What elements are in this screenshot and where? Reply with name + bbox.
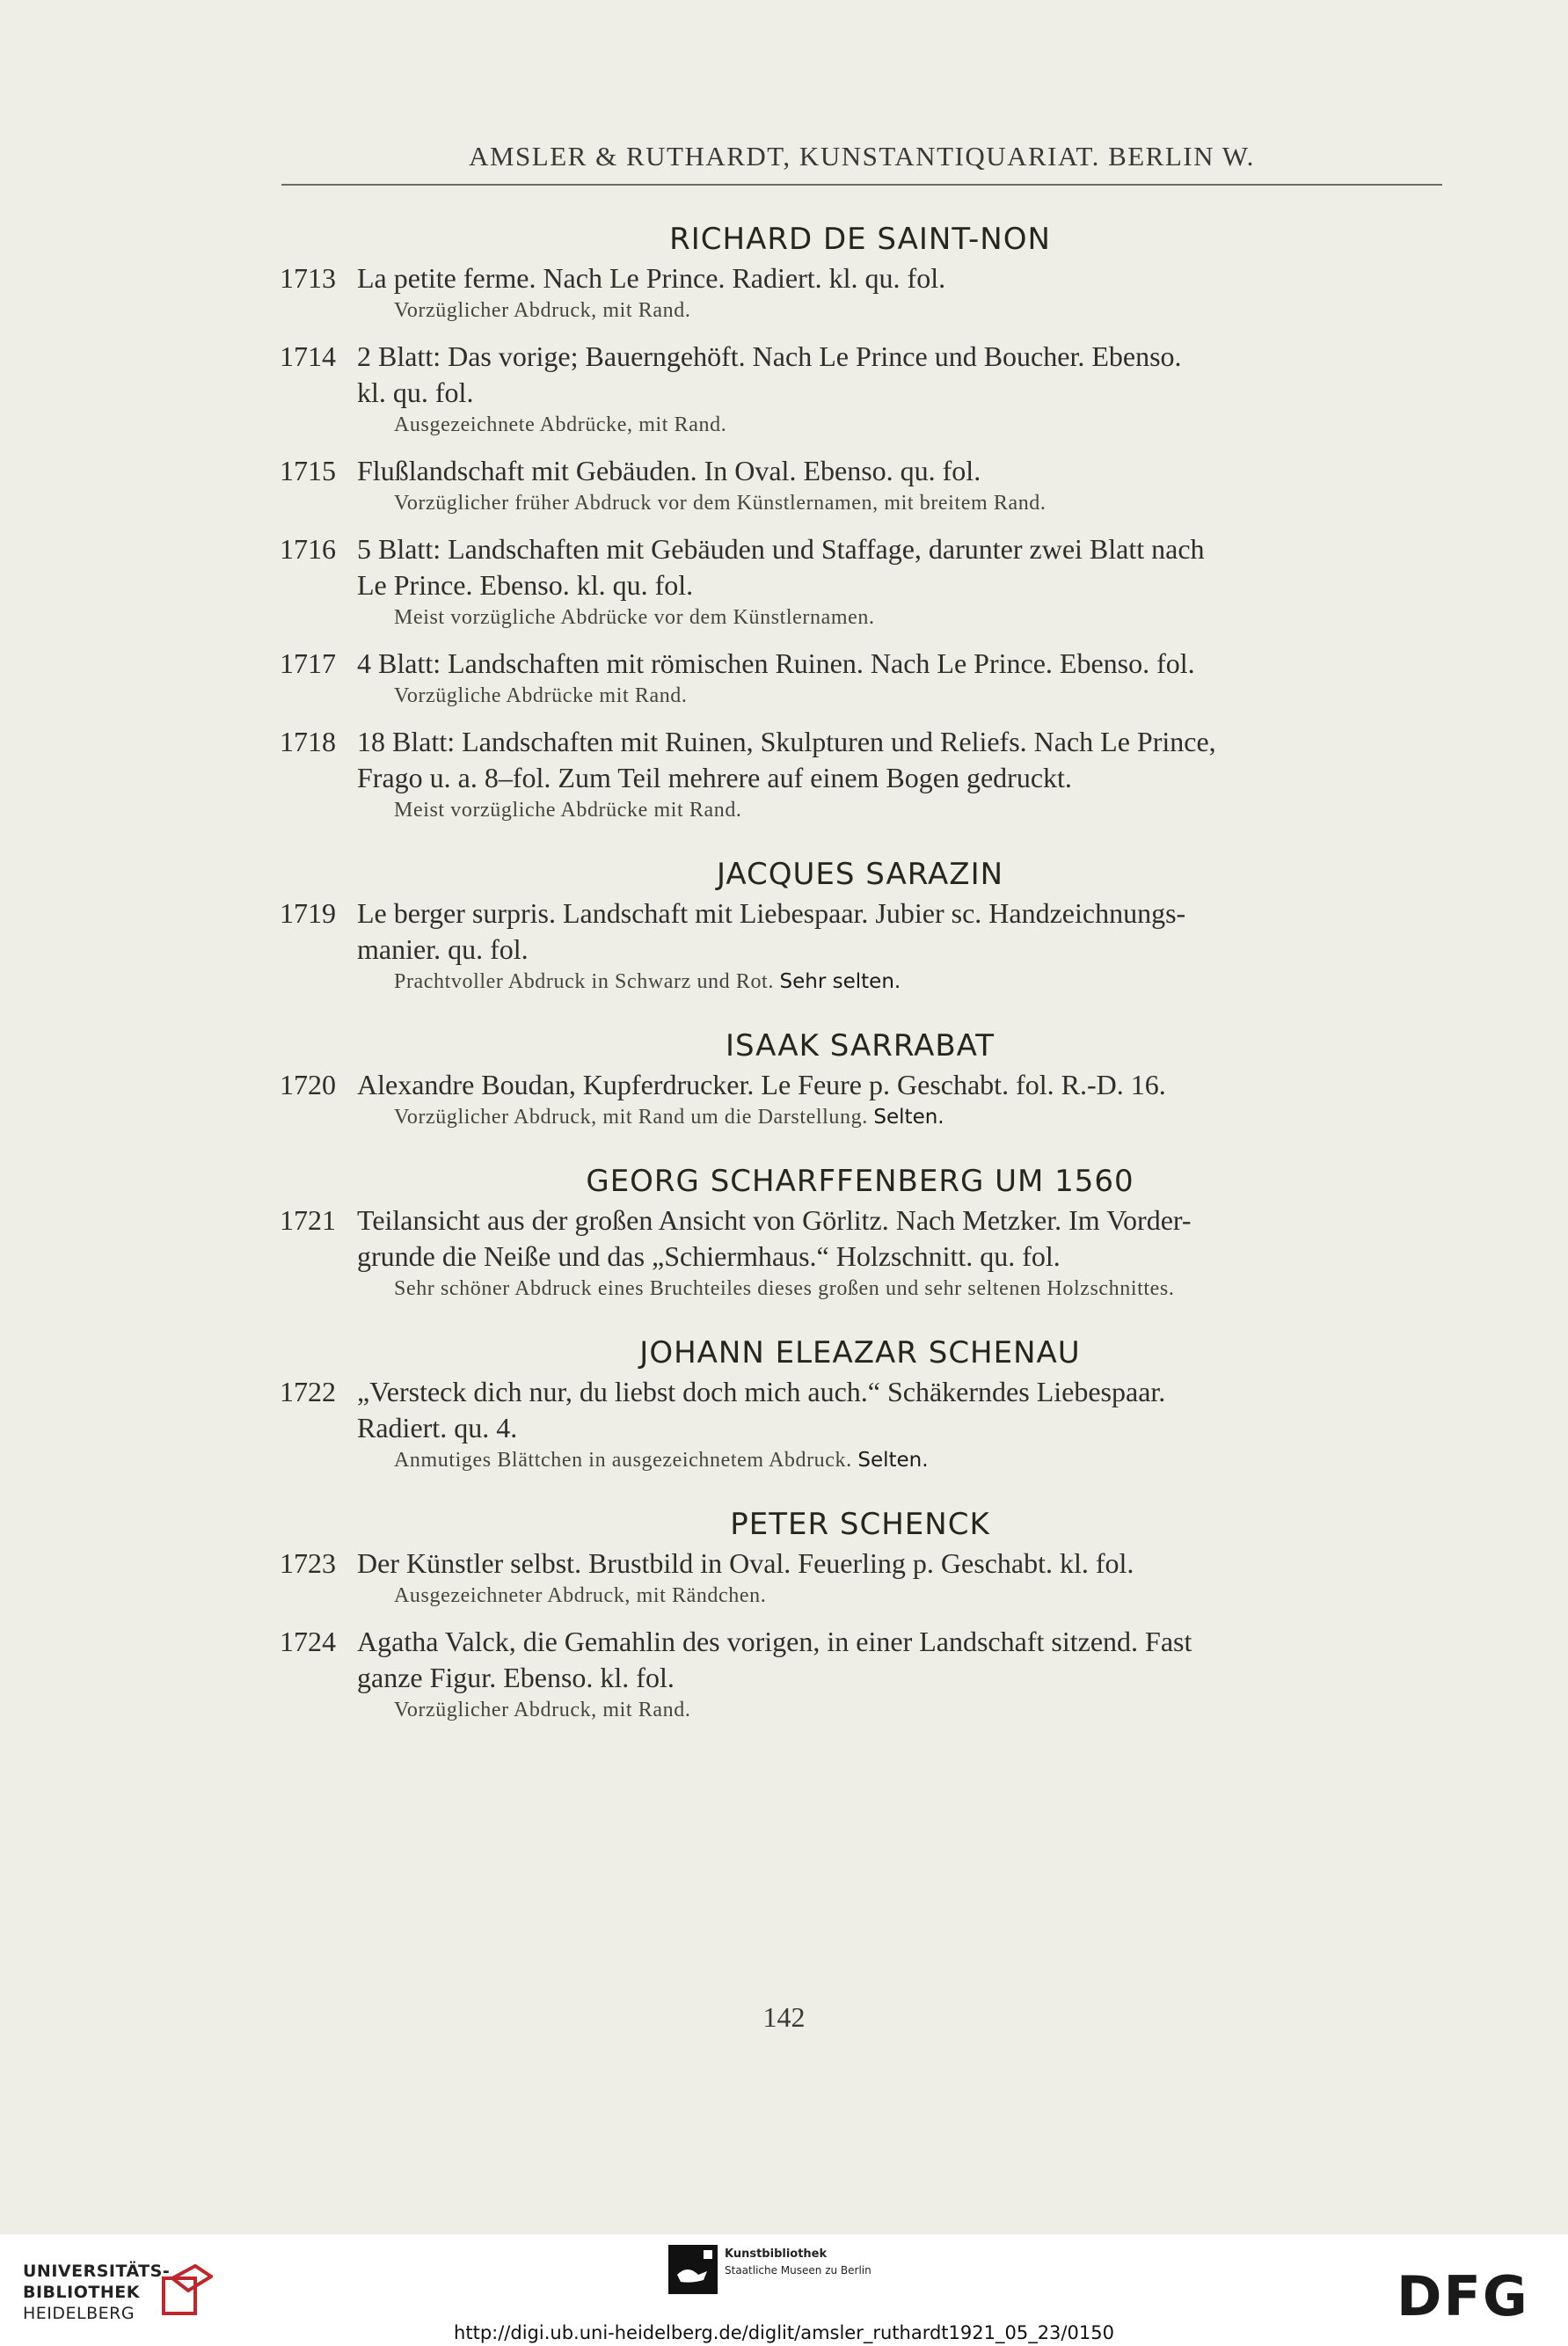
rarity-note: Selten. (857, 1449, 929, 1472)
header-rule (281, 184, 1442, 186)
entry-first-line (280, 895, 1440, 932)
entry-continuation-line (280, 1410, 1440, 1446)
entry-continuation-line (280, 760, 1440, 796)
artist-heading: ISAAK SARRABAT (725, 1028, 995, 1063)
catalog-entry (280, 1374, 1440, 1475)
entry-first-line (280, 1546, 1440, 1582)
library-line-1: UNIVERSITÄTS- (23, 2262, 171, 2281)
condition-note-text: Ausgezeichnete Abdrücke, mit Rand. (394, 413, 727, 436)
artist-heading: PETER SCHENCK (730, 1507, 990, 1542)
entry-first-line (280, 646, 1440, 682)
entry-number: 1722 (280, 1376, 336, 1407)
permalink-url[interactable]: http://digi.ub.uni-heidelberg.de/diglit/amsler_ruthardt1921_05_23/0150 (454, 2322, 1114, 2343)
rarity-note: Selten. (873, 1106, 944, 1129)
entry-first-line (280, 339, 1440, 375)
entry-number: 1720 (280, 1069, 336, 1100)
artist-heading: RICHARD DE SAINT-NON (669, 222, 1051, 257)
university-library-logo[interactable] (23, 2261, 170, 2324)
condition-note (280, 603, 1440, 632)
entry-continuation-text: manier. qu. fol. (357, 933, 529, 965)
condition-note (280, 682, 1440, 711)
entry-continuation-line (280, 1239, 1440, 1275)
entry-title-text: Alexandre Boudan, Kupferdrucker. Le Feure p. Geschabt. fol. R.-D. 16. (357, 1069, 1166, 1100)
entry-continuation-line (280, 567, 1440, 603)
entry-continuation-text: Frago u. a. 8–fol. Zum Teil mehrere auf einem Bogen gedruckt. (357, 762, 1072, 793)
entry-first-line (280, 1202, 1440, 1239)
entry-number: 1714 (280, 340, 336, 372)
condition-note (280, 1103, 1440, 1132)
entry-first-line (280, 453, 1440, 489)
condition-note (280, 489, 1440, 518)
library-line-3: HEIDELBERG (23, 2304, 135, 2323)
entry-number: 1713 (280, 262, 336, 294)
entry-continuation-text: grunde die Neiße und das „Schiermhaus.“ Holzschnitt. qu. fol. (357, 1240, 1061, 1272)
condition-note-text: Vorzüglicher Abdruck, mit Rand um die Darstellung. (394, 1106, 868, 1129)
entry-number: 1716 (280, 533, 336, 565)
entry-number: 1718 (280, 726, 336, 757)
kb-title: Kunstbibliothek (725, 2247, 828, 2261)
entry-first-line (280, 531, 1440, 567)
page-number: 142 (762, 2001, 806, 2033)
catalog-entry (280, 1202, 1440, 1304)
condition-note (280, 968, 1440, 997)
kunstbibliothek-emblem-icon (668, 2245, 718, 2294)
entry-number: 1723 (280, 1547, 336, 1579)
rarity-note: Sehr selten. (779, 970, 901, 993)
condition-note (280, 796, 1440, 825)
condition-note-text: Vorzüglicher früher Abdruck vor dem Künstlernamen, mit breitem Rand. (394, 492, 1047, 515)
catalog-entry (280, 1546, 1440, 1611)
kb-subtitle: Staatliche Museen zu Berlin (725, 2264, 872, 2277)
entry-title-text: Flußlandschaft mit Gebäuden. In Oval. Ebenso. qu. fol. (357, 455, 981, 486)
catalog-entry (280, 1067, 1440, 1132)
catalog-entry (280, 1624, 1440, 1725)
entry-continuation-line (280, 1660, 1440, 1696)
library-line-2: BIBLIOTHEK (23, 2283, 140, 2302)
entry-title-text: 18 Blatt: Landschaften mit Ruinen, Skulpturen und Reliefs. Nach Le Prince, (357, 726, 1216, 757)
running-head: AMSLER & RUTHARDT, KUNSTANTIQUARIAT. BERLIN W. (469, 141, 1255, 172)
dfg-logo[interactable]: DFG (1397, 2264, 1529, 2328)
catalog-entry (280, 646, 1440, 711)
artist-heading: JACQUES SARAZIN (716, 857, 1004, 892)
entry-title-text: Agatha Valck, die Gemahlin des vorigen, in einer Landschaft sitzend. Fast (357, 1626, 1192, 1657)
condition-note (280, 1582, 1440, 1611)
condition-note (280, 411, 1440, 440)
entry-number: 1715 (280, 455, 336, 486)
condition-note-text: Ausgezeichneter Abdruck, mit Rändchen. (394, 1584, 767, 1607)
entry-number: 1721 (280, 1204, 336, 1236)
entry-title-text: Teilansicht aus der großen Ansicht von Görlitz. Nach Metzker. Im Vorder- (357, 1204, 1192, 1236)
condition-note-text: Sehr schöner Abdruck eines Bruchteiles dieses großen und sehr seltenen Holzschnittes. (394, 1277, 1175, 1300)
catalog-entry (280, 453, 1440, 518)
condition-note (280, 1275, 1440, 1304)
catalog-content (280, 220, 1440, 1725)
catalog-entry (280, 531, 1440, 632)
condition-note-text: Vorzüglicher Abdruck, mit Rand. (394, 1699, 691, 1721)
condition-note-text: Vorzügliche Abdrücke mit Rand. (394, 684, 688, 707)
kunstbibliothek-text (725, 2247, 872, 2278)
entry-first-line (280, 1624, 1440, 1660)
entry-continuation-text: kl. qu. fol. (357, 376, 474, 408)
entry-number: 1724 (280, 1626, 336, 1657)
entry-number: 1719 (280, 897, 336, 929)
entry-continuation-line (280, 375, 1440, 411)
condition-note (280, 1696, 1440, 1725)
entry-title-text: „Versteck dich nur, du liebst doch mich auch.“ Schäkerndes Liebespaar. (357, 1376, 1166, 1407)
entry-continuation-text: Le Prince. Ebenso. kl. qu. fol. (357, 569, 694, 601)
entry-first-line (280, 1374, 1440, 1410)
condition-note-text: Vorzüglicher Abdruck, mit Rand. (394, 299, 691, 322)
condition-note-text: Meist vorzügliche Abdrücke vor dem Künstlernamen. (394, 606, 875, 629)
entry-continuation-text: ganze Figur. Ebenso. kl. fol. (357, 1662, 675, 1693)
catalog-entry (280, 724, 1440, 825)
library-emblem-icon (160, 2264, 213, 2317)
entry-title-text: 2 Blatt: Das vorige; Bauerngehöft. Nach Le Prince und Boucher. Ebenso. (357, 340, 1182, 372)
footer-bar (0, 2234, 1568, 2346)
condition-note-text: Anmutiges Blättchen in ausgezeichnetem Abdruck. (394, 1449, 852, 1472)
condition-note (280, 296, 1440, 325)
entry-first-line (280, 1067, 1440, 1103)
artist-heading: JOHANN ELEAZAR SCHENAU (639, 1335, 1081, 1370)
catalog-entry (280, 260, 1440, 325)
catalog-entry (280, 895, 1440, 997)
condition-note-text: Prachtvoller Abdruck in Schwarz und Rot. (394, 970, 774, 993)
entry-continuation-line (280, 932, 1440, 968)
condition-note (280, 1446, 1440, 1475)
entry-number: 1717 (280, 647, 336, 679)
entry-title-text: La petite ferme. Nach Le Prince. Radiert. kl. qu. fol. (357, 262, 946, 294)
entry-title-text: 5 Blatt: Landschaften mit Gebäuden und Staffage, darunter zwei Blatt nach (357, 533, 1205, 565)
entry-title-text: 4 Blatt: Landschaften mit römischen Ruinen. Nach Le Prince. Ebenso. fol. (357, 647, 1195, 679)
condition-note-text: Meist vorzügliche Abdrücke mit Rand. (394, 799, 742, 822)
kunstbibliothek-logo[interactable] (668, 2245, 872, 2298)
entry-continuation-text: Radiert. qu. 4. (357, 1412, 518, 1443)
catalog-entry (280, 339, 1440, 440)
artist-heading: GEORG SCHARFFENBERG UM 1560 (586, 1164, 1134, 1199)
entry-first-line (280, 260, 1440, 296)
entry-first-line (280, 724, 1440, 760)
entry-title-text: Der Künstler selbst. Brustbild in Oval. Feuerling p. Geschabt. kl. fol. (357, 1547, 1134, 1579)
entry-title-text: Le berger surpris. Landschaft mit Liebespaar. Jubier sc. Handzeichnungs- (357, 897, 1186, 929)
